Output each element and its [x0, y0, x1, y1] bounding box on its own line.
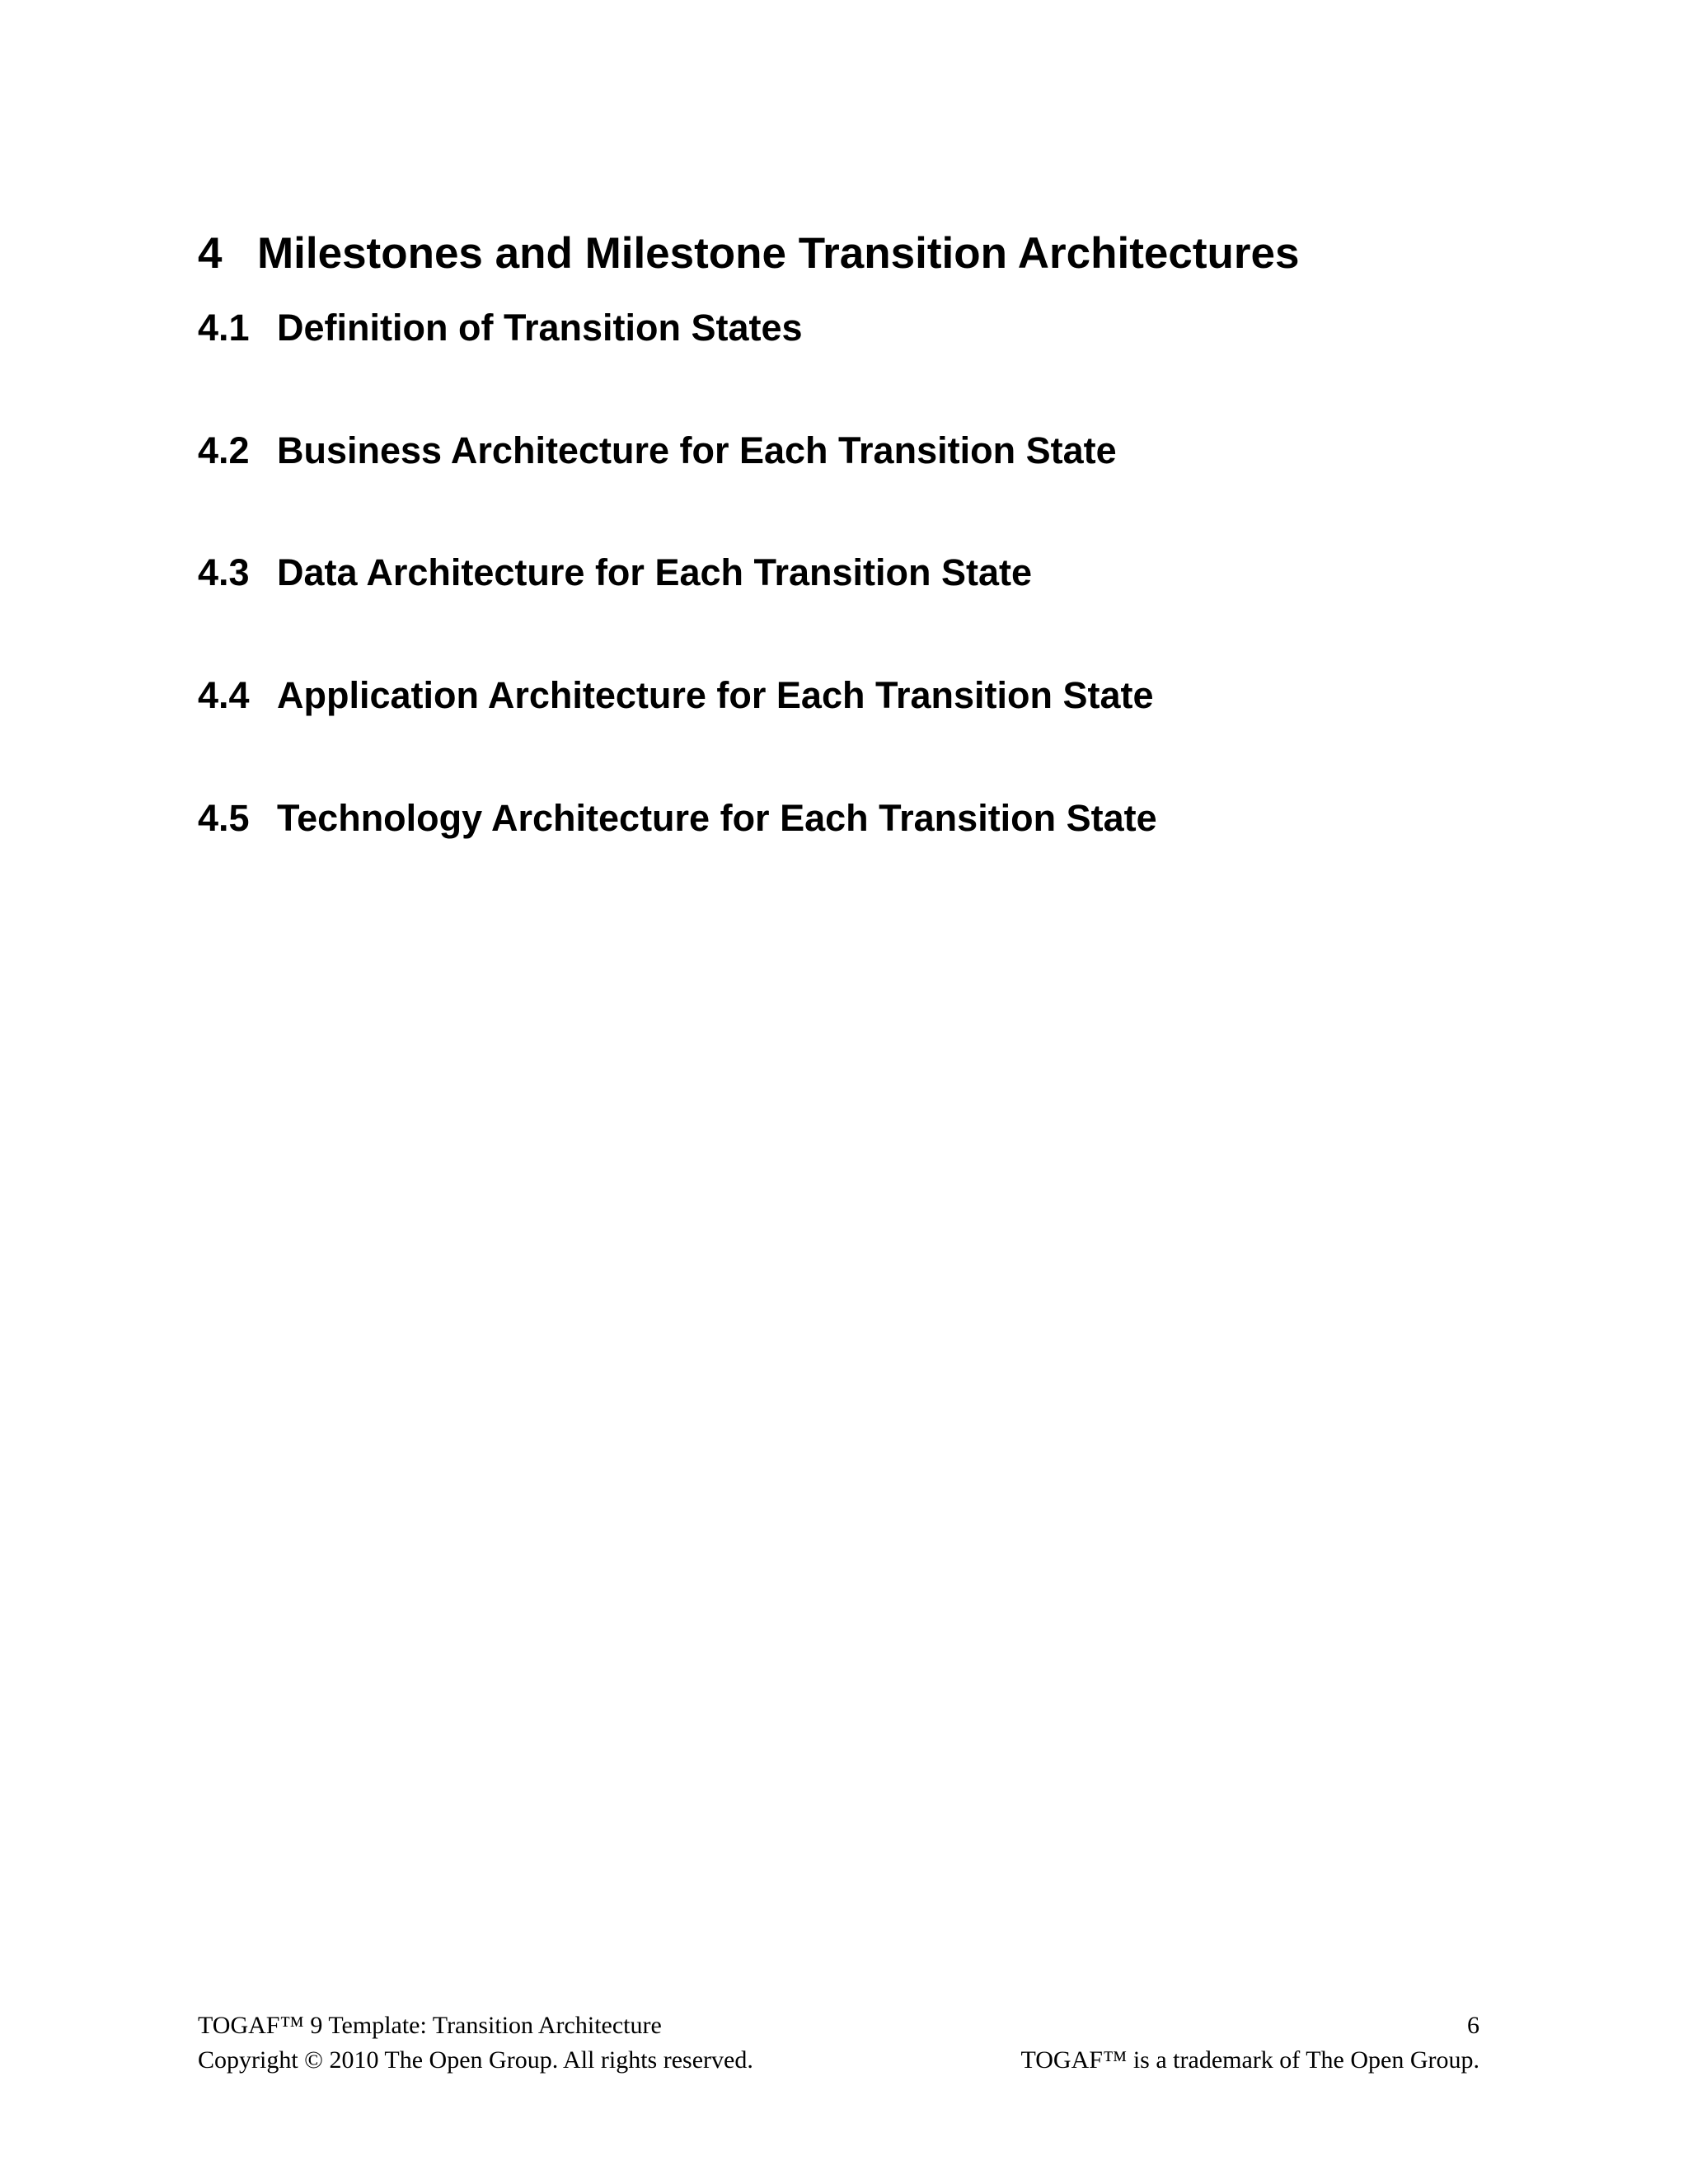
section-number: 4.3	[198, 551, 250, 593]
footer-doc-title: TOGAF™ 9 Template: Transition Architecture	[198, 2012, 662, 2039]
footer-page-number: 6	[1467, 2012, 1479, 2039]
chapter-heading	[198, 227, 1299, 280]
chapter-title: Milestones and Milestone Transition Architectures	[257, 229, 1300, 278]
section-number: 4.4	[198, 674, 250, 716]
chapter-number: 4	[198, 229, 223, 278]
section-heading	[198, 795, 1157, 841]
section-heading	[198, 428, 1117, 474]
section-title: Data Architecture for Each Transition State	[277, 551, 1033, 593]
section-number: 4.2	[198, 429, 250, 471]
section-title: Definition of Transition States	[277, 307, 803, 349]
section-number: 4.5	[198, 797, 250, 839]
section-heading	[198, 305, 803, 351]
section-title: Technology Architecture for Each Transition State	[277, 797, 1157, 839]
section-title: Application Architecture for Each Transition State	[277, 674, 1154, 716]
footer-copyright: Copyright © 2010 The Open Group. All rights reserved.	[198, 2046, 753, 2074]
footer-trademark: TOGAF™ is a trademark of The Open Group.	[1020, 2046, 1479, 2074]
section-number: 4.1	[198, 307, 250, 349]
section-heading	[198, 550, 1032, 596]
section-heading	[198, 673, 1154, 719]
section-title: Business Architecture for Each Transition State	[277, 429, 1117, 471]
